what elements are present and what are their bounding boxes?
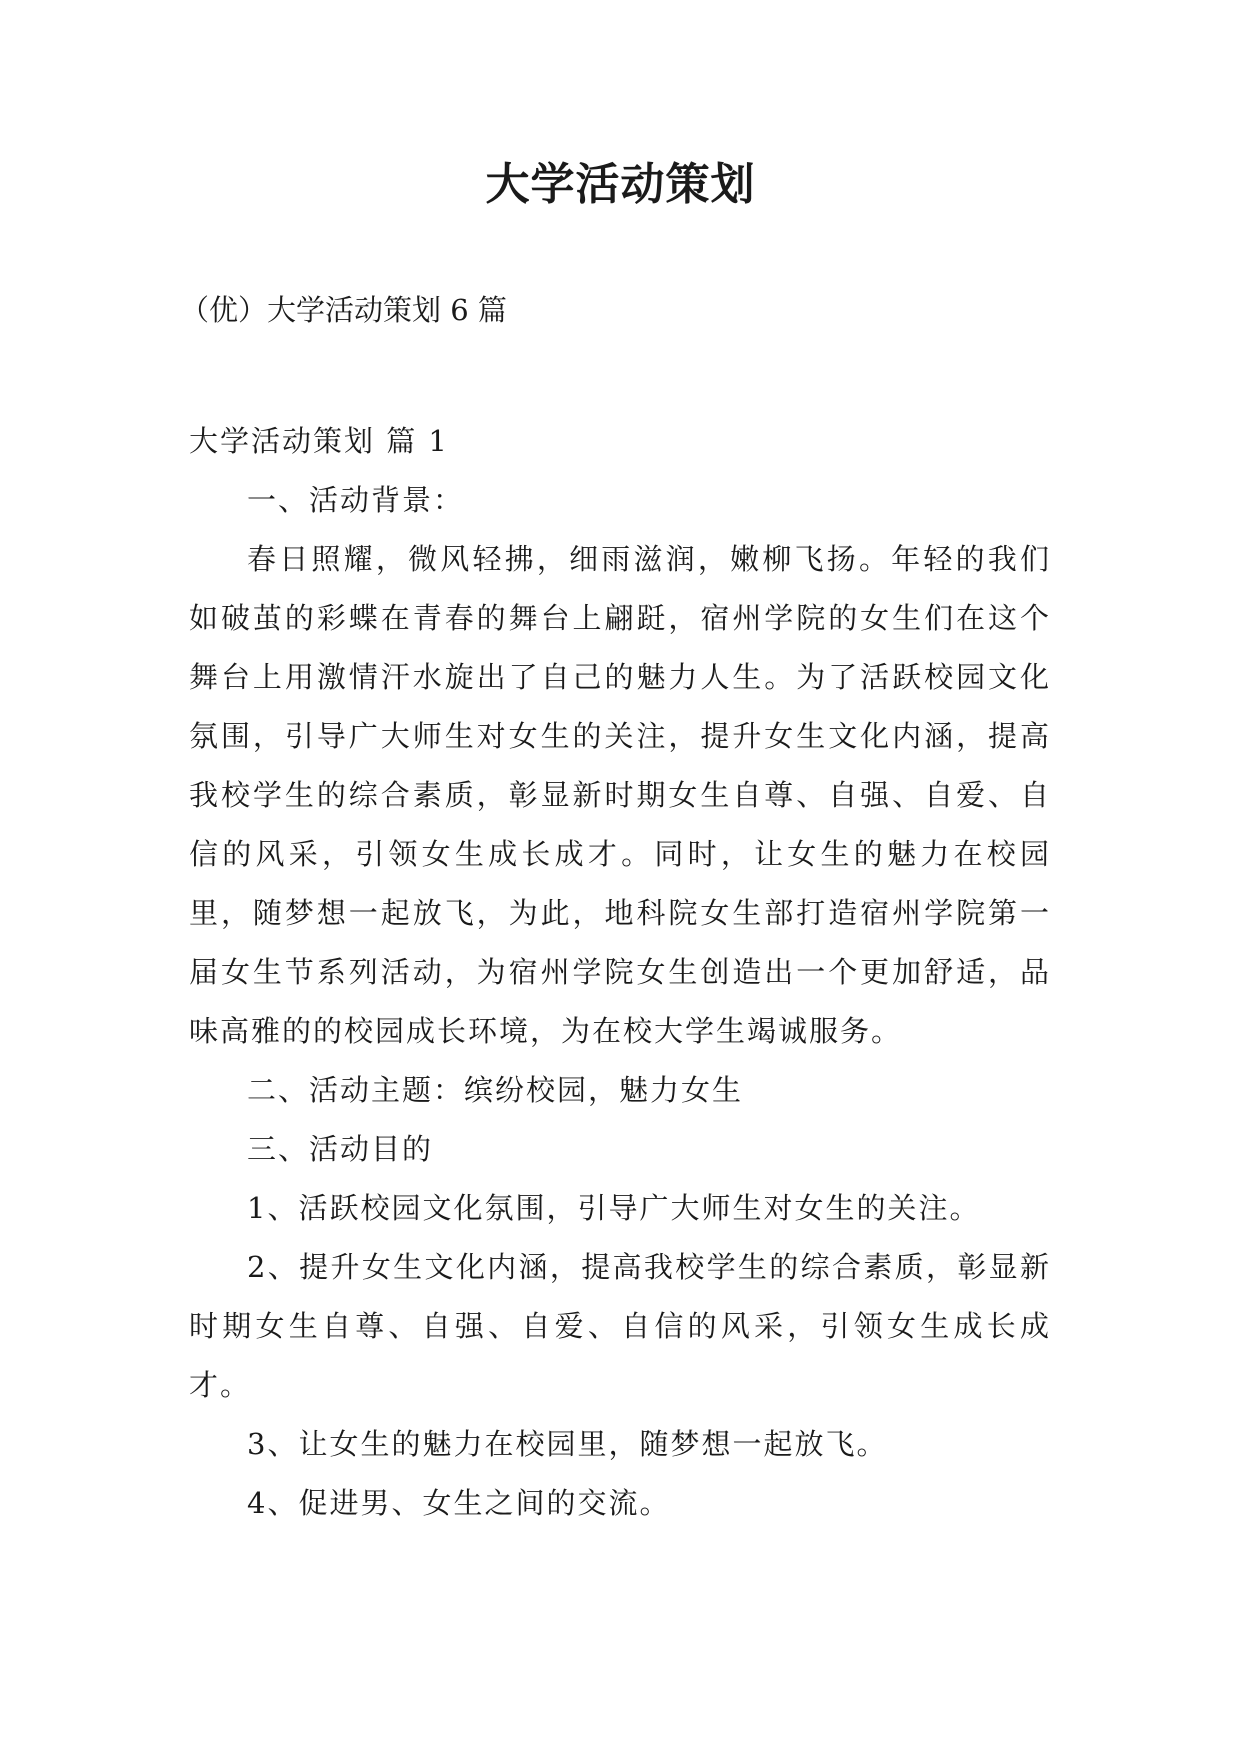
purpose-item-3: 3、让女生的魅力在校园里，随梦想一起放飞。 bbox=[247, 1427, 888, 1461]
paragraph-background: 春日照耀，微风轻拂，细雨滋润，嫩柳飞扬。年轻的我们如破茧的彩蝶在青春的舞台上翩跹，宿州学院的女生们在这个舞台上用激情汗水旋出了自己的魅力人生。为了活跃校园文化氛围，引导广大师生对女生的关注，提升女生文化内涵，提高我校学生的综合素质，彰显新时期女生自尊、自强、自爱、自信的风采，引领女生成长成才。同时，让女生的魅力在校园里，随梦想一起放飞，为此，地科院女生部打造宿州学院第一届女生节系列活动，为宿州学院女生创造出一个更加舒适，品味高雅的的校园成长环境，为在校大学生竭诚服务。 bbox=[189, 542, 1051, 1048]
document-body bbox=[189, 412, 1051, 1533]
section-heading: 大学活动策划 篇 1 bbox=[189, 424, 449, 458]
purpose-item-1: 1、活跃校园文化氛围，引导广大师生对女生的关注。 bbox=[247, 1191, 981, 1225]
document-title: 大学活动策划 bbox=[485, 159, 756, 210]
purpose-item-4: 4、促进男、女生之间的交流。 bbox=[247, 1486, 671, 1520]
heading-background: 一、活动背景： bbox=[247, 483, 465, 517]
heading-purpose: 三、活动目的 bbox=[247, 1132, 434, 1166]
purpose-item-2: 2、提升女生文化内涵，提高我校学生的综合素质，彰显新时期女生自尊、自强、自爱、自信的风采，引领女生成长成才。 bbox=[189, 1250, 1051, 1402]
heading-theme: 二、活动主题：缤纷校园，魅力女生 bbox=[247, 1073, 744, 1107]
document-subtitle: （优）大学活动策划 6 篇 bbox=[180, 293, 507, 327]
